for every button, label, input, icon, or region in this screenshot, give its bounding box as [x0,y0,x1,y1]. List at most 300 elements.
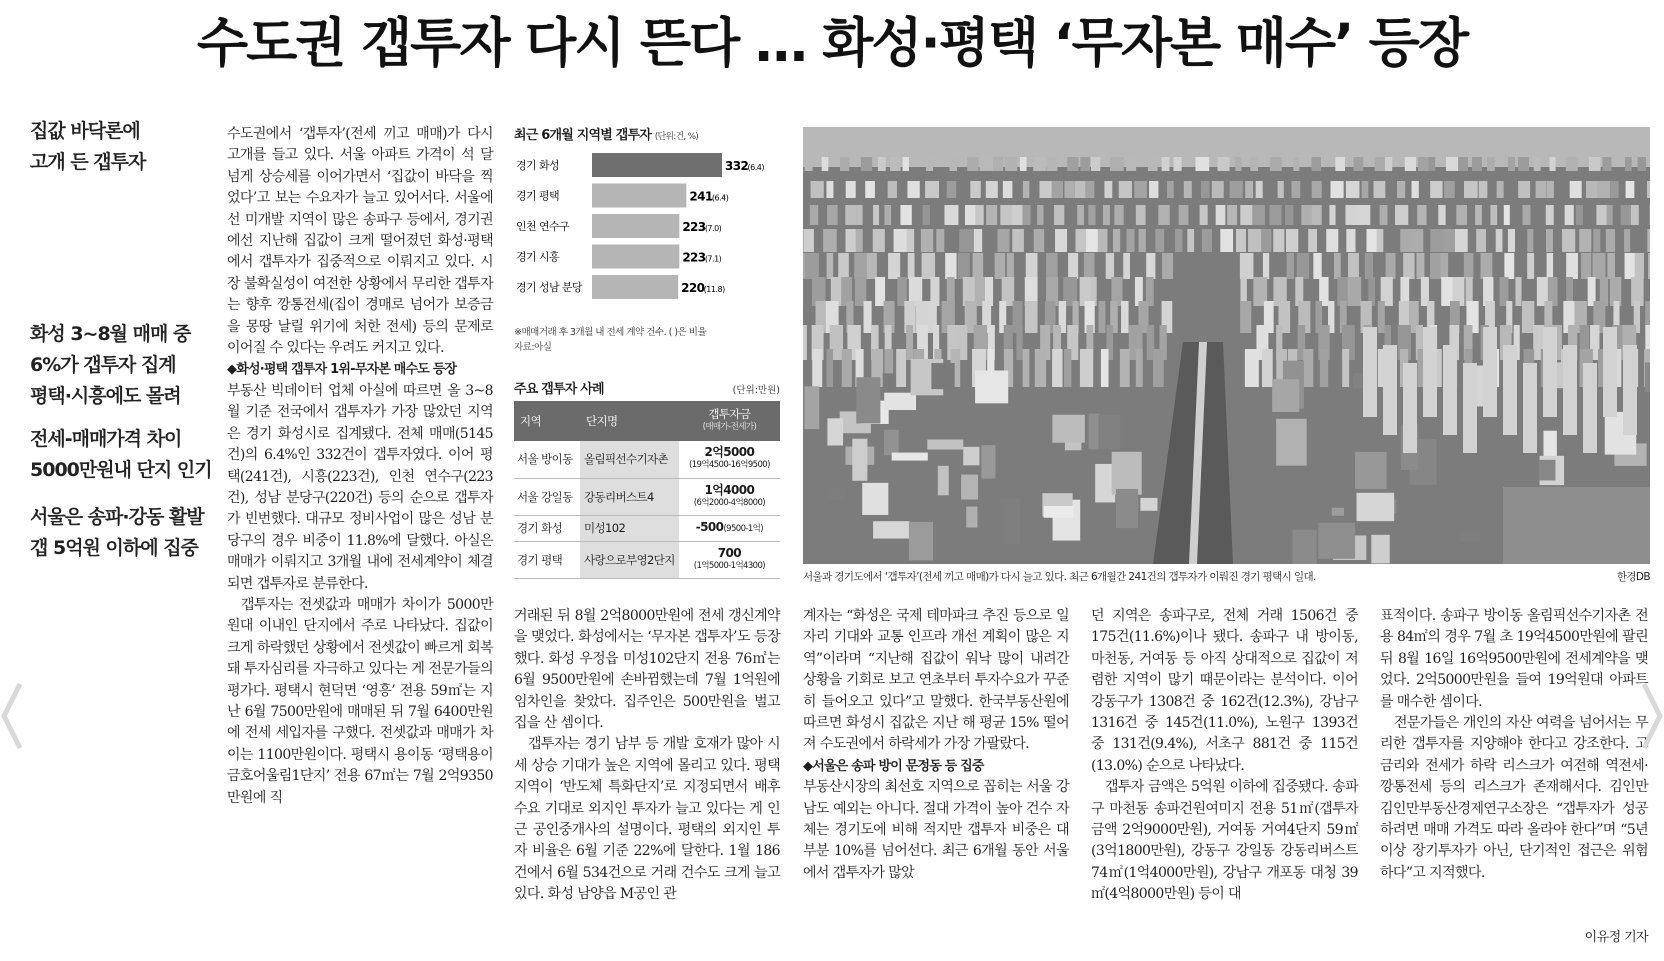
low-rise-building [1645,362,1650,391]
apartment-block [1606,229,1615,252]
apartment-block [1348,277,1361,306]
apartment-block [857,205,863,225]
apartment-block [1566,253,1578,279]
apartment-block [1603,157,1612,171]
bar [592,184,686,208]
col-header-amount [679,401,780,441]
apartment-block [947,181,957,198]
low-rise-building [1088,414,1100,450]
apartment-block [803,325,807,360]
apartment-block [1647,181,1650,198]
apartment-block [1440,253,1448,279]
apartment-block [867,253,877,279]
apartment-block [826,181,833,198]
apartment-block [1329,205,1335,225]
cases-unit: (단위:만원) [732,385,780,396]
section-subhead: ◆화성·평택 갭투자 1위-무자본 매수도 등장 [227,362,457,378]
category-label: 경기 성남 분당 [516,281,582,294]
paragraph: 계자는 “화성은 국제 테마파크 추진 등으로 일자리 기대와 교통 인프라 개선 계획이 많은 지역”이라며 “지난해 집값이 워낙 많이 내려간 상황을 기회로 보고 연초부터 투자수요가 꾸준히 들어오고 있다”고 말했다. 한국부동산원에 따르면 화성시 집값은 지난 해 평균 15% 떨어져 수도권에서 하락세가 가장 가팔랐다. [803,608,1069,753]
paragraph: 던 지역은 송파구로, 전체 거래 1506건 중 175건(11.6%)이나 됐다. 송파구 내 방이동, 마천동, 거여동 등 아직 상대적으로 집값이 저렴한 지역이 많기 때문이라는 분석이다. 이어 강동구가 1308건 중 162건(12.3%), 강남구 1316건 중 145건(11.0%), 노원구 1393건 중 131건(9.4%), 서초구 881건 중 115건(13.0%) 순으로 나타났다. [1091,608,1358,774]
apartment-tower [1403,363,1417,453]
apartment-block [1086,229,1098,252]
open-lot [1503,487,1650,564]
apartment-block [1245,181,1253,198]
apartment-block [1067,157,1078,171]
apartment-block [1035,349,1046,387]
apartment-block [1635,253,1644,279]
cell-region: 경기 화성 [514,515,580,541]
category-label: 경기 시흥 [516,250,560,264]
low-rise-building [927,440,963,450]
prev-page-arrow-icon[interactable] [0,676,22,756]
apartment-block [1184,181,1192,198]
apartment-block [827,349,834,387]
apartment-block [1366,229,1378,252]
cases-header [514,378,780,397]
apartment-block [1230,181,1243,198]
low-rise-building [827,418,843,445]
apartment-block [873,229,885,252]
amount-value: -500 [695,519,724,534]
apartment-block [1593,229,1600,252]
apartment-block [1297,253,1309,279]
apartment-block [1416,253,1424,279]
apartment-block [1508,229,1515,252]
apartment-block [812,349,822,387]
low-rise-building [1000,499,1020,544]
apartment-block [1158,205,1169,225]
cell-amount [679,515,780,541]
apartment-block [908,253,915,279]
cell-amount [679,441,780,478]
subhead-line: 집값 바닥론에 [30,120,140,142]
apartment-block [1496,229,1503,252]
apartment-block [922,253,935,279]
apartment-block [965,205,976,225]
apartment-block [1562,229,1575,252]
apartment-block [1291,181,1300,198]
apartment-block [993,157,1003,171]
apartment-block [1146,253,1155,279]
apartment-block [888,253,900,279]
apartment-block [890,157,900,171]
apartment-block [1487,157,1495,171]
apartment-block [1354,157,1364,171]
apartment-block [1326,229,1338,252]
apartment-block [845,205,856,225]
apartment-block [921,229,933,252]
apartment-block [986,205,997,225]
low-rise-building [1292,530,1316,564]
paragraph: 부동산 빅데이터 업체 아실에 따르면 올 3~8월 기준 전국에서 갭투자가 가장 많았던 지역은 경기 화성시로 집계됐다. 전체 매매(5145건)의 6.4%인 332건이 갭투자였다. 이어 평택(241건), 시흥(223건), 인천 연수구(223건), 성남 분당구(220건) 등의 순으로 갭투자가 빈번했다. 대규모 정비사업이 많은 성남 분당구의 경우 비중이 11.8%에 달했다. 아실은 매매가 이뤄지고 3개월 내에 전세계약이 체결되면 갭투자로 분류한다. [227,382,493,592]
apartment-block [1052,349,1062,387]
apartment-block [1134,181,1147,198]
apartment-block [1248,229,1261,252]
apartment-block [1155,229,1164,252]
low-rise-building [931,363,954,389]
apartment-block [1016,325,1022,360]
subhead-line: 화성 3~8월 매매 중 [30,323,191,345]
apartment-block [1312,205,1322,225]
apartment-block [1522,205,1530,225]
apartment-block [1195,157,1209,171]
next-page-arrow-icon[interactable] [1642,676,1664,756]
apartment-block [1312,181,1322,198]
apartment-block [1405,157,1416,171]
apartment-block [1430,181,1442,198]
low-rise-building [852,439,867,481]
apartment-block [1429,157,1436,171]
low-rise-building [1371,535,1389,564]
low-rise-building [1052,415,1085,443]
apartment-block [1403,253,1414,279]
subhead-4 [30,502,230,564]
apartment-block [1527,253,1534,279]
caption-text: 서울과 경기도에서 ‘갭투자’(전세 끼고 매매)가 다시 늘고 있다. 최근 6개월간 241건의 갭투자가 이뤄진 경기 평택시 일대. [803,571,1316,583]
apartment-block [1592,253,1605,279]
value-label: 241 [689,189,713,204]
apartment-block [1113,229,1120,252]
apartment-block [894,229,908,252]
apartment-block [1397,181,1405,198]
apartment-block [950,157,958,171]
cell-complex: 올림픽선수기자촌 [580,441,679,478]
cell-region: 서울 강일동 [514,478,580,515]
apartment-block [1136,205,1146,225]
headline: 수도권 갭투자 다시 뜬다 … 화성·평택 ‘무자본 매수’ 등장 [196,13,1468,74]
cell-amount [679,478,780,515]
apartment-block [1068,253,1078,279]
apartment-tower [1503,345,1517,435]
apartment-block [1236,229,1246,252]
apartment-block [1335,157,1345,171]
apartment-block [903,157,909,171]
apartment-block [1162,253,1173,279]
apartment-block [1052,181,1063,198]
subhead-line: 고개 든 갭투자 [30,151,146,173]
amount-value: 1억4000 [704,482,755,497]
apartment-block [888,181,897,198]
paragraph: 표적이다. 송파구 방이동 올림픽선수기자촌 전용 84㎡의 경우 7월 초 19억4500만원에 팔린 뒤 8월 16일 16억9500만원에 전세계약을 맺었다. 2억5000만원을 들여 19억원대 아파트를 매수한 셈이다. [1380,608,1648,710]
apartment-block [822,157,829,171]
cases-table [514,401,780,579]
apartment-block [975,205,983,225]
apartment-block [1311,157,1321,171]
apartment-block [1546,229,1553,252]
apartment-block [1262,229,1272,252]
low-rise-building [892,453,928,461]
cell-region: 경기 평택 [514,541,580,578]
apartment-block [986,181,998,198]
apartment-block [1286,229,1298,252]
apartment-block [1515,277,1521,306]
apartment-block [1162,157,1170,171]
apartment-block [1522,301,1534,333]
apartment-block [967,157,978,171]
apartment-block [1263,253,1269,279]
paragraph: 수도권에서 ‘갭투자’(전세 끼고 매매)가 다시 고개를 들고 있다. 서울 아파트 가격이 석 달 넘게 상승세를 이어가면서 ‘집값이 바닥을 찍었다’고 보는 수요자가 늘고 있어서다. 서울에선 미개발 지역이 많은 송파구 등에서, 경기권에선 지난해 집값이 크게 떨어졌던 화성·평택에서 갭투자가 집중적으로 이뤄지고 있다. 시장 불확실성이 여전한 상황에서 무리한 갭투자는 향후 깡통전세(집이 경매로 넘어가 보증금을 몽땅 날릴 위기에 처한 전세) 등의 문제로 이어질 수 있다는 우려도 커지고 있다. [227,126,493,357]
table-row [514,541,780,578]
apartment-block [1301,205,1313,225]
low-rise-building [938,466,949,496]
low-rise-building [963,447,979,466]
amount-detail: (1억5000-1억4300) [693,560,765,571]
apartment-block [944,205,958,225]
apartment-tower [1543,327,1557,417]
paragraph: 갭투자 금액은 5억원 이하에 집중됐다. 송파구 마천동 송파건원여미지 전용 51㎡(갭투자 금액 2억9000만원), 거여동 거여4단지 59㎡(3억1800만원), 강동구 강일동 강동리버스트 74㎡(1억4000만원), 강남구 개포동 대청 39㎡(4억8000만원) 등이 대 [1091,779,1358,903]
byline: 이유정 기자 [1584,930,1648,945]
bar [592,245,679,269]
apartment-block [1080,349,1093,387]
apartment-block [923,205,930,225]
apartment-block [1212,181,1224,198]
apartment-block [873,205,879,225]
apartment-block [1464,253,1474,279]
cell-region: 서울 방이동 [514,441,580,478]
apartment-block [811,181,824,198]
apartment-block [1179,205,1189,225]
apartment-block [1411,229,1423,252]
apartment-block [1346,229,1355,252]
apartment-block [1455,229,1468,252]
apartment-block [840,157,849,171]
subhead-3 [30,424,230,486]
apartment-block [1202,229,1212,252]
apartment-block [823,229,837,252]
ratio-label: (11.8) [703,285,725,294]
low-rise-building [1065,442,1081,450]
apartment-block [1395,205,1408,225]
ratio-label: (7.0) [704,224,722,233]
apartment-block [1534,157,1541,171]
apartment-block [1357,205,1371,225]
col-header-region: 지역 [514,401,580,441]
cell-amount [679,541,780,578]
apartment-block [995,253,1006,279]
apartment-block [1173,157,1181,171]
cases-table-body [514,441,780,578]
low-rise-building [884,430,899,455]
apartment-block [1126,157,1136,171]
apartment-block [1365,253,1373,279]
apartment-block [1033,157,1046,171]
apartment-block [1025,301,1038,333]
apartment-block [1597,181,1610,198]
apartment-block [906,325,913,360]
apartment-block [1348,253,1359,279]
apartment-block [1490,205,1497,225]
apartment-block [842,349,852,387]
category-label: 경기 화성 [516,159,560,172]
apartment-block [1240,253,1254,279]
low-rise-building [1116,489,1138,528]
low-rise-building [856,377,880,423]
apartment-block [1278,181,1284,198]
ratio-label: (7.1) [704,254,722,264]
apartment-block [1148,157,1158,171]
apartment-block [1412,181,1419,198]
apartment-block [1262,349,1273,387]
apartment-tower [1563,345,1577,435]
apartment-tower [1623,345,1637,435]
apartment-block [1346,181,1360,198]
low-rise-building [909,522,933,561]
low-rise-building [981,445,995,478]
apartment-block [1136,349,1143,387]
low-rise-building [1539,460,1556,481]
apartment-block [1175,229,1182,252]
apartment-block [1446,157,1459,171]
amount-value: 700 [717,545,742,560]
apartment-block [959,325,967,360]
apartment-block [1220,229,1233,252]
chart-plot [514,143,780,323]
apartment-block [1518,157,1529,171]
paragraph: 거래된 뒤 8월 2억8000만원에 전세 갱신계약을 맺었다. 화성에서는 ‘무자본 갭투자’도 등장했다. 화성 우정읍 미성102단지 전용 76㎡는 6월 9500만원에 손바뀜했는데 7월 1억원에 임차인을 찾았다. 집주인은 500만원을 벌고 집을 산 셈이다. [514,608,780,732]
amount-detail: (6억2000-4억8000) [693,497,765,508]
apartment-block [970,181,980,198]
apartment-block [1456,205,1467,225]
apartment-block [1039,181,1053,198]
apartment-block [1638,157,1646,171]
apartment-block [1240,205,1252,225]
apartment-block [1589,157,1601,171]
article-column-1 [227,124,493,809]
apartment-block [1104,181,1112,198]
low-rise-building [873,521,909,538]
apartment-block [1256,181,1263,198]
apartment-tower [1583,363,1597,453]
low-rise-building [1460,532,1479,542]
apartment-block [864,301,872,333]
apartment-block [856,229,863,252]
apartment-block [1064,349,1071,387]
apartment-block [1034,229,1044,252]
low-rise-building [1357,493,1395,521]
apartment-block [1626,181,1635,198]
apartment-block [1201,181,1210,198]
apartment-block [1139,229,1146,252]
value-label: 223 [682,250,706,265]
apartment-block [1000,205,1014,225]
apartment-block [1200,205,1208,225]
apartment-block [1106,253,1114,279]
apartment-block [1374,181,1386,198]
apartment-block [1240,301,1251,333]
apartment-block [1586,181,1599,198]
subhead-1 [30,116,230,178]
apartment-tower [1483,327,1497,417]
table-row [514,441,780,478]
apartment-block [1458,157,1468,171]
apartment-block [1269,205,1281,225]
apartment-block [1345,205,1357,225]
chart-source: 자료:아실 [514,342,552,353]
apartment-block [1527,229,1533,252]
apartment-tower [1383,345,1397,435]
low-rise-building [966,507,977,528]
apartment-block [1119,181,1132,198]
apartment-block [997,229,1009,252]
apartment-block [1287,253,1294,279]
apartment-block [1625,157,1632,171]
apartment-block [1047,157,1058,171]
subhead-line: 6%가 갭투자 집계 [30,354,176,376]
apartment-block [1270,157,1282,171]
cases-title: 주요 갭투자 사례 [514,382,604,397]
apartment-block [1127,229,1135,252]
low-rise-building [1012,394,1042,411]
apartment-block [1037,205,1043,225]
value-label: 220 [681,281,705,295]
article-column-3 [803,606,1069,884]
apartment-block [945,253,956,279]
apartment-block [1607,253,1615,279]
apartment-block [1624,229,1630,252]
apartment-block [1012,205,1023,225]
apartment-block [973,253,984,279]
paragraph: 갭투자는 전셋값과 매매가 차이가 5000만원대 이내인 단지에서 주로 나타났다. 집값이 크게 하락했던 상황에서 전셋값이 빠르게 회복돼 투자심리를 자극하고 있다는 게 전문가들의 평가다. 평택시 현덕면 ‘영흥’ 전용 59㎡는 지난 6월 7500만원에 매매된 뒤 7월 6400만원에 전세 세입자를 구했다. 전셋값과 매매가 차이는 1100만원이다. 평택시 용이동 ‘평택용이금호어울림1단지’ 전용 67㎡는 7월 2억9350만원에 직 [227,596,493,806]
apartment-block [1579,229,1591,252]
apartment-block [810,205,818,225]
low-rise-building [1272,379,1299,412]
amount-detail: (19억4500-16억9500) [688,460,770,471]
subhead-line: 서울은 송파·강동 활발 [30,506,204,528]
apartment-block [1475,205,1482,225]
apartment-block [1334,253,1341,279]
apartment-block [1464,181,1478,198]
table-row [514,478,780,515]
section-subhead: ◆서울은 송파 방이 문정동 등 집중 [803,758,984,774]
apartment-block [1218,157,1230,171]
article-column-4 [1091,606,1358,906]
apartment-block [1550,157,1556,171]
photo-caption [803,569,1650,584]
apartment-block [805,157,813,171]
chart-title [514,124,780,143]
subhead-2 [30,319,230,412]
apartment-tower [1443,345,1457,435]
category-label: 인천 연수구 [516,220,570,233]
apartment-block [838,253,849,279]
apartment-block [1110,157,1124,171]
amount-value: 2억5000 [704,445,755,460]
col-header-name: 단지명 [580,401,679,441]
apartment-block [805,253,819,279]
apartment-block [1565,205,1574,225]
apartment-block [1245,349,1259,387]
apartment-block [1631,205,1639,225]
apartment-block [1536,181,1547,198]
apartment-tower [1423,327,1437,417]
chart-note-line: ※매매거래 후 3개월 내 전세 계약 건수. ( )은 비율 [514,327,707,338]
apartment-block [1380,205,1388,225]
article-column-2 [514,606,780,906]
col-header-amount-label: 갭투자금 [708,407,751,421]
bar [592,275,678,299]
low-rise-building [828,488,845,500]
apartment-block [827,253,834,279]
low-rise-building [1332,508,1344,516]
apartment-block [1091,157,1100,171]
apartment-block [980,157,994,171]
apartment-block [1443,229,1455,252]
apartment-block [1088,205,1095,225]
apartment-tower [1603,327,1617,417]
apartment-tower [1363,327,1377,417]
apartment-block [1481,253,1493,279]
apartment-block [884,205,891,225]
